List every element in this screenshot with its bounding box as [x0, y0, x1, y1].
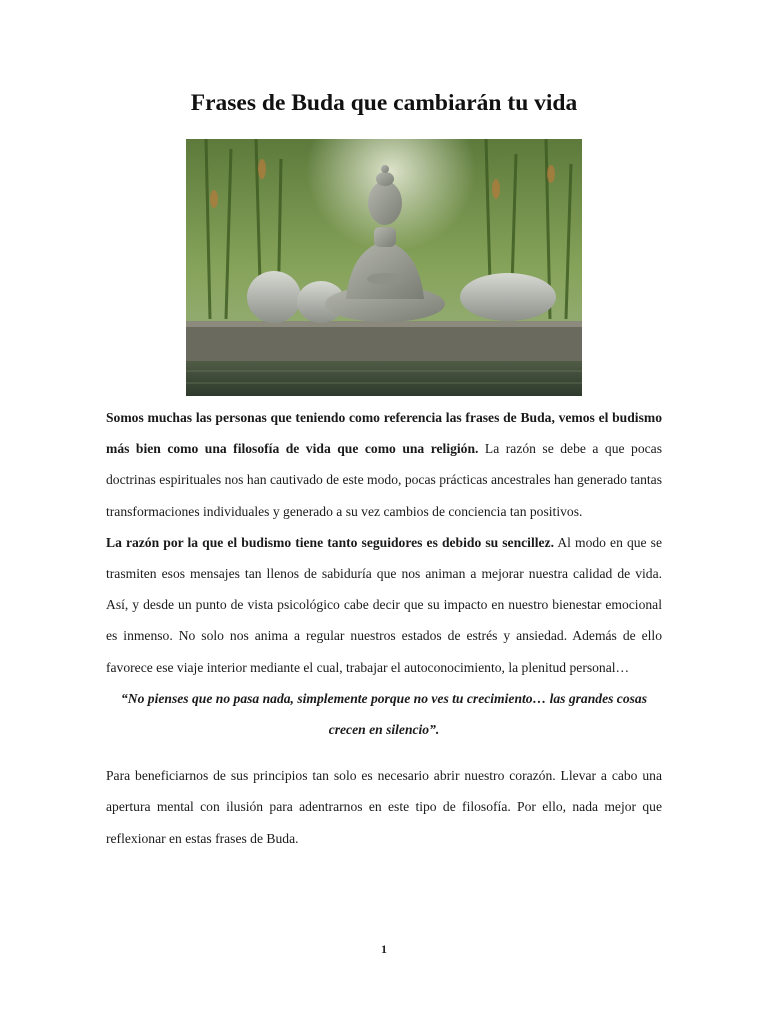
buddha-quote: “No pienses que no pasa nada, simplemente porque no ves tu crecimiento… las grandes cosas crecen en silencio”.: [120, 690, 647, 738]
paragraph-text: Al modo en que se trasmiten esos mensajes tan llenos de sabiduría que nos animan a mejorar nuestra calidad de vida. Así, y desde un punto de vista psicológico cabe decir que su impacto en nuestro bienestar emocional es inmenso. No solo nos anima a regular nuestros estados de estrés y ansiedad. Además de ello favorece ese viaje interior mediante el cual, trabajar el autoconocimiento, la plenitud personal…: [106, 534, 662, 675]
paragraph-lead: La razón por la que el budismo tiene tanto seguidores es debido su sencillez.: [106, 534, 554, 550]
paragraph: [106, 527, 662, 683]
paragraph: [106, 402, 662, 527]
body-text: [106, 402, 662, 854]
paragraph-lead: Somos muchas las personas que teniendo como referencia las frases de Buda, vemos el budismo más bien como una filosofía de vida que como una religión.: [106, 410, 662, 457]
closing-paragraph: Para beneficiarnos de sus principios tan solo es necesario abrir nuestro corazón. Llevar a cabo una apertura mental con ilusión para adentrarnos en este tipo de filosofía. Por ello, nada mejor que reflexionar en estas frases de Buda.: [106, 768, 662, 846]
paragraph-text: La razón se debe a que pocas doctrinas espirituales nos han cautivado de este modo, pocas prácticas ancestrales han generado tantas transformaciones individuales y generado a su vez cambios de conciencia tan positivos.: [106, 441, 662, 519]
buddha-statue-image: [186, 139, 582, 396]
page-number: 1: [381, 942, 387, 956]
page-title: Frases de Buda que cambiarán tu vida: [190, 90, 578, 116]
